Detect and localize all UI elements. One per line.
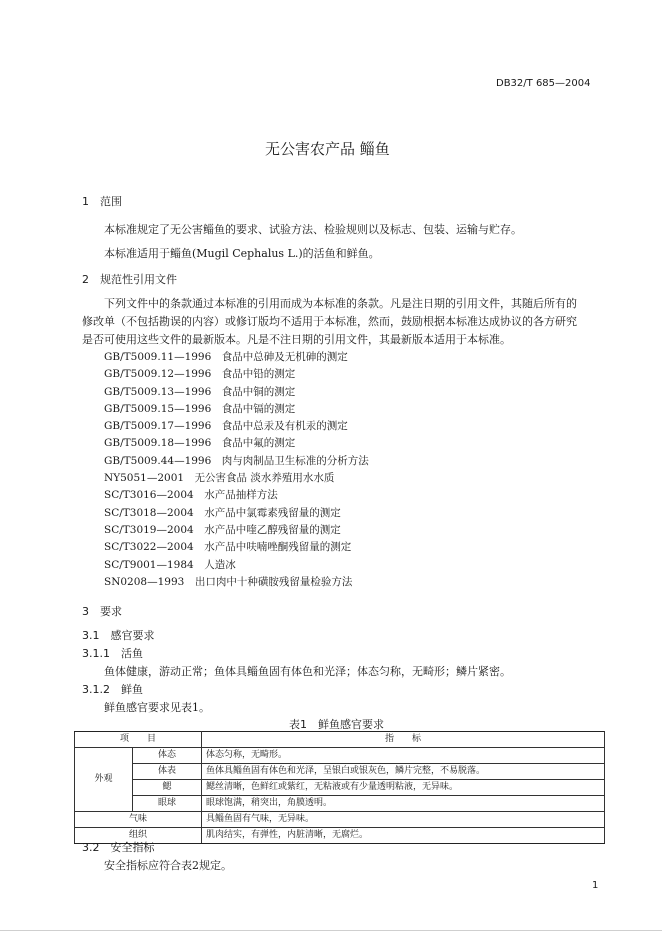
section-3-1-2-text: 鲜鱼感官要求见表1。: [104, 701, 210, 714]
row-index: 眼球饱满，稍突出，角膜透明。: [202, 796, 605, 812]
header-index: 指 标: [202, 732, 605, 748]
table-1-sensory-requirements: [74, 731, 605, 844]
reference-item: GB/T5009.18—1996 食品中氟的测定: [104, 437, 296, 449]
row-item: 鳃: [133, 780, 202, 796]
reference-item: SC/T3022—2004 水产品中呋喃唑酮残留量的测定: [104, 541, 352, 553]
section-3-heading: 3 要求: [82, 605, 122, 618]
reference-item: SC/T3016—2004 水产品抽样方法: [104, 489, 278, 501]
section-1-paragraph-2: 本标准适用于鲻鱼(Mugil Cephalus L.)的活鱼和鲜鱼。: [104, 247, 380, 260]
section-3-1-2-heading: 3.1.2 鲜鱼: [82, 683, 143, 696]
row-index: 肌肉结实，有弹性，内脏清晰，无腐烂。: [202, 828, 605, 844]
row-item: 体态: [133, 748, 202, 764]
standard-code: DB32/T 685—2004: [496, 78, 591, 89]
row-item: 体表: [133, 764, 202, 780]
row-index: 具鲻鱼固有气味，无异味。: [202, 812, 605, 828]
reference-item: GB/T5009.44—1996 肉与肉制品卫生标准的分析方法: [104, 455, 369, 467]
document-title: 无公害农产品 鲻鱼: [265, 140, 390, 158]
table-row: [75, 812, 605, 828]
row-item: 眼球: [133, 796, 202, 812]
section-3-2-text: 安全指标应符合表2规定。: [104, 859, 232, 872]
reference-item: SC/T9001—1984 人造冰: [104, 559, 236, 571]
section-3-1-1-text: 鱼体健康，游动正常；鱼体具鲻鱼固有体色和光泽；体态匀称，无畸形；鳞片紧密。: [104, 665, 511, 678]
row-index: 鳃丝清晰，色鲜红或紫红，无粘液或有少量透明粘液，无异味。: [202, 780, 605, 796]
section-3-1-heading: 3.1 感官要求: [82, 629, 155, 642]
reference-item: GB/T5009.13—1996 食品中铜的测定: [104, 386, 296, 398]
reference-item: NY5051—2001 无公害食品 淡水养殖用水水质: [104, 472, 335, 484]
reference-item: GB/T5009.17—1996 食品中总汞及有机汞的测定: [104, 420, 348, 432]
table-1-caption: 表1 鲜鱼感官要求: [289, 718, 384, 731]
reference-item: SN0208—1993 出口肉中十种磺胺残留量检验方法: [104, 576, 353, 588]
table-row: [75, 764, 605, 780]
reference-item: GB/T5009.12—1996 食品中铅的测定: [104, 368, 296, 380]
section-2-intro-line-1: 下列文件中的条款通过本标准的引用而成为本标准的条款。凡是注日期的引用文件，其随后所有的: [104, 297, 577, 310]
header-item: 项 目: [75, 732, 202, 748]
section-1-paragraph-1: 本标准规定了无公害鲻鱼的要求、试验方法、检验规则以及标志、包装、运输与贮存。: [104, 223, 522, 236]
section-3-1-1-heading: 3.1.1 活鱼: [82, 647, 143, 660]
reference-item: SC/T3019—2004 水产品中喹乙醇残留量的测定: [104, 524, 341, 536]
table-row: [75, 748, 605, 764]
row-item: 气味: [75, 812, 202, 828]
row-index: 体态匀称，无畸形。: [202, 748, 605, 764]
page-bottom-edge: [0, 930, 662, 931]
section-2-intro-line-2: 修改单（不包括勘误的内容）或修订版均不适用于本标准，然而，鼓励根据本标准达成协议的各方研究: [82, 315, 577, 328]
table-row: [75, 780, 605, 796]
section-3-2-heading: 3.2 安全指标: [82, 841, 155, 854]
table-header-row: [75, 732, 605, 748]
table-row: [75, 796, 605, 812]
appearance-group-label: 外观: [75, 748, 133, 812]
page-number: 1: [592, 880, 599, 891]
reference-item: GB/T5009.15—1996 食品中镉的测定: [104, 403, 296, 415]
section-2-intro-line-3: 是否可使用这些文件的最新版本。凡是不注日期的引用文件，其最新版本适用于本标准。: [82, 333, 511, 346]
section-1-heading: 1 范围: [82, 195, 122, 208]
row-index: 鱼体具鲻鱼固有体色和光泽，呈银白或银灰色，鳞片完整，不易脱落。: [202, 764, 605, 780]
reference-item: GB/T5009.11—1996 食品中总砷及无机砷的测定: [104, 351, 348, 363]
section-2-heading: 2 规范性引用文件: [82, 273, 177, 286]
row-item: 组织: [75, 828, 202, 844]
reference-item: SC/T3018—2004 水产品中氯霉素残留量的测定: [104, 507, 341, 519]
